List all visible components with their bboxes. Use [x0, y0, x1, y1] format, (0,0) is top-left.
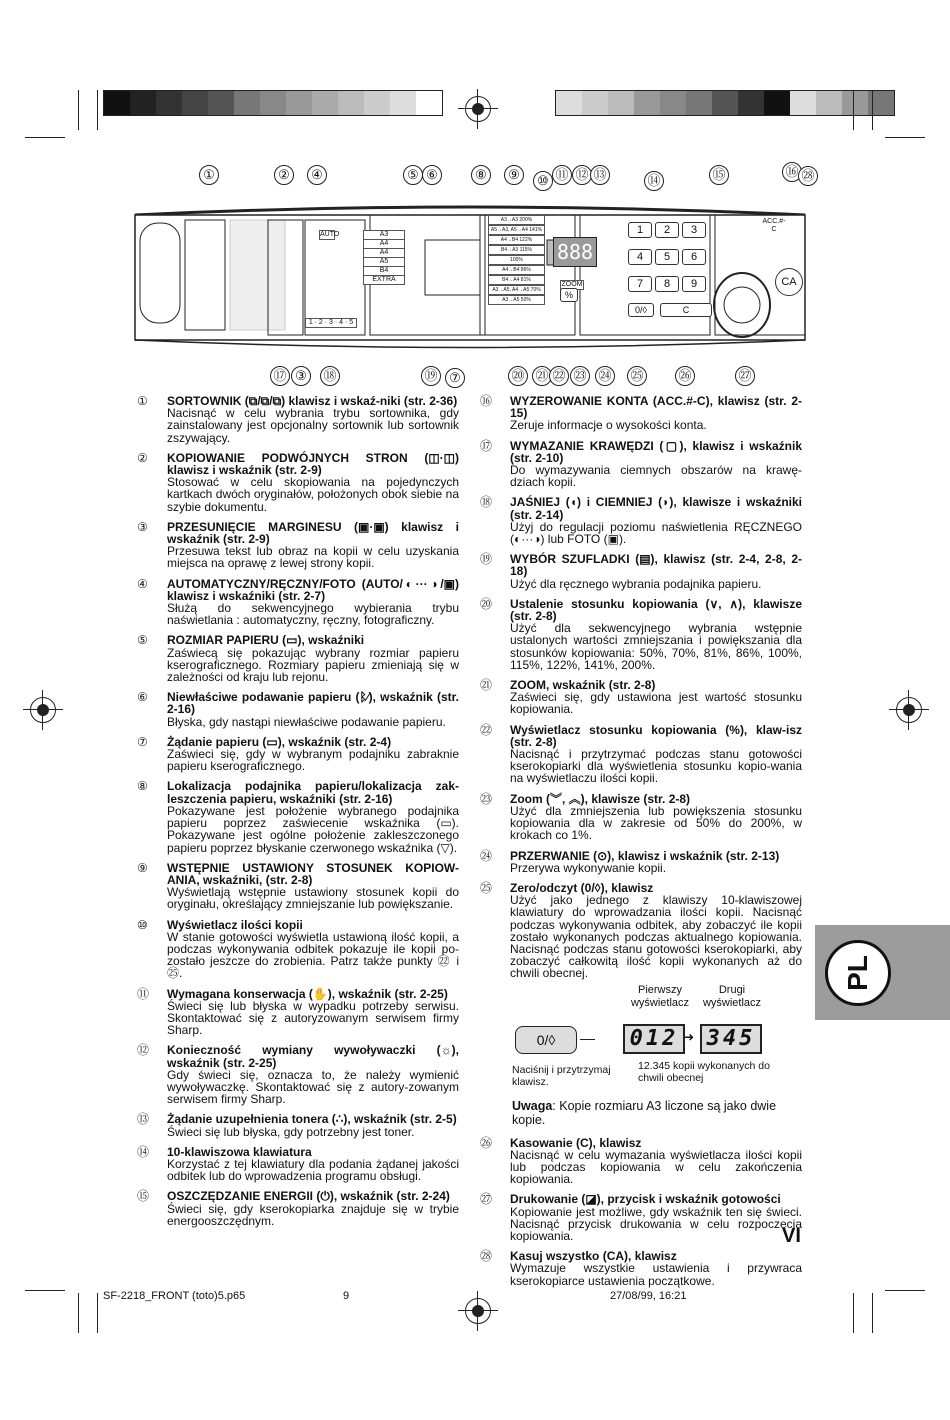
- item-number: ⑧: [137, 779, 148, 794]
- color-patch: [764, 91, 790, 115]
- item-description: Kopiowanie jest możliwe, gdy wskaźnik ten się świeci. Nacisnąć przycisk drukowania w celu rozpoczęcia kopiowania.: [510, 1204, 802, 1243]
- color-patch: [364, 91, 390, 115]
- item-description: Świeci się, gdy kserokopiarka znajduje się w trybie energooszczędnym.: [167, 1201, 459, 1228]
- clear-key[interactable]: C: [660, 303, 712, 317]
- item-title: PRZESUNIĘCIE MARGINESU (▣·▣) klawisz i wskaźnik (str. 2-9): [167, 519, 459, 547]
- legend-item: [480, 395, 802, 432]
- first-display-label: Pierwszy wyświetlacz: [630, 983, 690, 1009]
- legend-item: [137, 919, 459, 980]
- arrow-line: [580, 1039, 595, 1040]
- legend-item: [137, 578, 459, 627]
- item-title: Ustalenie stosunku kopiowania (∨, ∧), klawisze (str. 2-8): [510, 596, 802, 624]
- auto-label: AUTO: [320, 231, 340, 238]
- item-number: ⑲: [480, 552, 493, 567]
- color-patch: [686, 91, 712, 115]
- item-description: Użyć dla sekwencyjnego wybrania wstępnie ustalonych wartości zmniejszania i powiększania dla stosunków kopiowania: 50%, 70%, 81%, 86%, 100%, 115%, 122%, 141%, 200%.: [510, 621, 802, 672]
- crop-mark: [97, 90, 98, 130]
- callout-number: ㉗: [735, 366, 755, 386]
- item-description: Nacisnąć w celu wymazania wyświetlacza ilości kopii lub podczas kopiowania w celu zakończenia kopiowania.: [510, 1147, 802, 1187]
- crop-mark: [853, 1293, 854, 1333]
- callout-number: ㉑: [532, 366, 552, 386]
- copy-count-display: 888: [553, 237, 597, 267]
- paper-size-label: A5: [363, 257, 405, 267]
- color-patch: [390, 91, 416, 115]
- item-description: Stosować w celu skopiowania na pojedynczych kartkach dwóch oryginałów, położonych obok siebie na szybie dokumentu.: [167, 475, 459, 514]
- item-title: WYBÓR SZUFLADKI (▤), klawisz (str. 2-4, 2-8, 2-18): [510, 552, 802, 579]
- crop-mark: [872, 1293, 873, 1333]
- item-description: Świeci się lub błyska w wypadku potrzeby serwisu. Skontaktować się z autoryzowanym serwisem firmy Sharp.: [167, 998, 459, 1038]
- crop-mark: [872, 90, 873, 130]
- item-description: Służą do sekwencyjnego wybierania trybu naświetlania : automatyczny, ręczny, fotograficzny.: [167, 601, 459, 628]
- item-title: OSZCZĘDZANIE ENERGII (⏻), wskaźnik (str. 2-24): [167, 1189, 450, 1204]
- item-title: Wyświetlacz ilości kopii: [167, 917, 303, 932]
- item-number: ⑪: [137, 986, 150, 1001]
- keypad-key-2[interactable]: 2: [655, 222, 679, 238]
- keypad-key-4[interactable]: 4: [628, 249, 652, 265]
- item-number: ⑨: [137, 860, 148, 875]
- legend-item: [480, 850, 802, 874]
- color-patch: [156, 91, 182, 115]
- item-title: Żądanie papieru (▭), wskaźnik (str. 2-4): [167, 734, 392, 749]
- callout-number: ⑮: [709, 165, 729, 185]
- counter-figure: [480, 984, 802, 1099]
- callout-number: ③: [291, 366, 311, 386]
- item-title: KOPIOWANIE PODWÓJNYCH STRON (◫·◫) klawisz i wskaźnik (str. 2-9): [167, 450, 459, 478]
- callout-number: ⑩: [533, 171, 553, 191]
- item-number: ②: [137, 450, 148, 465]
- callout-number: ②: [274, 165, 294, 185]
- legend-item: [137, 780, 459, 853]
- callout-number: ㉕: [627, 366, 647, 386]
- legend-item: [480, 1137, 802, 1186]
- legend-item: [480, 496, 802, 545]
- legend-item: [137, 395, 459, 444]
- callout-number: ①: [199, 165, 219, 185]
- crop-mark: [853, 90, 854, 130]
- item-description: Użyj do regulacji poziomu naświetlenia RĘCZNEGO (◐···◑) lub FOTO (▣).: [510, 519, 802, 547]
- legend-item: [480, 793, 802, 842]
- color-patch: [260, 91, 286, 115]
- item-description: Nacisnąć i przytrzymać podczas stanu gotowości kserokopiarki dla wyświetlenia stosunku kopio-wania na wyświetlaczu ilości kopii.: [510, 747, 802, 786]
- callout-number: ㉖: [675, 366, 695, 386]
- color-patch: [816, 91, 842, 115]
- keypad-key-1[interactable]: 1: [628, 222, 652, 238]
- legend-item: [137, 1146, 459, 1183]
- keypad-key-5[interactable]: 5: [655, 249, 679, 265]
- item-number: ⑫: [137, 1043, 150, 1058]
- item-description: Nacisnąć w celu wybrania trybu sortownika, gdy zainstalowany jest opcjonalny sortownik lub sortownik zszywający.: [167, 406, 459, 445]
- callout-number: ㉘: [798, 166, 818, 186]
- crop-mark: [25, 1290, 65, 1291]
- item-description: Przerywa wykonywanie kopii.: [510, 860, 667, 875]
- note: [512, 1099, 802, 1127]
- item-title: PRZERWANIE (⊙), klawisz i wskaźnik (str. 2-13): [510, 848, 780, 863]
- note-text: : Kopie rozmiaru A3 liczone są jako dwie kopie.: [512, 1098, 777, 1127]
- legend-item: [137, 1113, 459, 1137]
- callout-number: ⑫: [572, 165, 592, 185]
- item-title: SORTOWNIK (⧉/⧉/⧉) klawisz i wskaź-niki (str. 2-36): [167, 394, 458, 408]
- ratio-label: A3→A3 200%: [488, 215, 545, 225]
- panel-outline: [130, 205, 810, 355]
- item-description: Zaświeci się, gdy w wybranym podajniku zabraknie papieru kserograficznego.: [167, 747, 459, 774]
- right-column: [480, 395, 802, 1295]
- first-display: 012: [623, 1024, 685, 1054]
- item-title: Konieczność wymiany wywoływaczki (☼), wskaźnik (str. 2-25): [167, 1043, 459, 1070]
- item-title: 10-klawiszowa klawiatura: [167, 1144, 312, 1159]
- item-number: ⑳: [480, 596, 493, 611]
- crop-mark: [885, 1290, 925, 1291]
- zoom-label: ZOOM: [561, 281, 583, 288]
- language-tab: [815, 925, 950, 1020]
- item-description: Błyska, gdy nastąpi niewłaściwe podawanie papieru.: [167, 714, 446, 729]
- crop-mark: [25, 137, 65, 138]
- color-bar-right: [555, 90, 895, 116]
- item-number: ⑩: [137, 917, 148, 932]
- item-title: JAŚNIEJ (◖) i CIEMNIEJ (◗), klawisze i wskaźniki (str. 2-14): [510, 495, 802, 522]
- item-number: ③: [137, 519, 148, 534]
- callout-number: ⑳: [508, 366, 528, 386]
- keypad-key-7[interactable]: 7: [628, 276, 652, 292]
- legend-item: [480, 553, 802, 590]
- item-description: Użyć jako jednego z klawiszy 10-klawiszowej klawiatury do wprowadzania ilości kopii. Nacisnąć podczas wykonywania odbitek, aby zobaczyć ile kopii zostało wykonanych podczas aktualnego kopiowania. Nacisnąć podczas stanu gotowości kserokopiarki, aby zobaczyć całkowitą ilość kopii wykonanych aż do chwili obecnej.: [510, 893, 802, 981]
- item-title: Drukowanie (◪), przycisk i wskaźnik gotowości: [510, 1192, 781, 1207]
- color-patch: [608, 91, 634, 115]
- item-description: Gdy świeci się, oznacza to, że należy wymienić wywoływaczkę. Skontaktować się z autory-zowanym serwisem firmy Sharp.: [167, 1067, 459, 1107]
- item-title: ZOOM, wskaźnik (str. 2-8): [510, 678, 656, 693]
- item-title: Kasowanie (C), klawisz: [510, 1135, 642, 1150]
- callout-number: ⑱: [320, 366, 340, 386]
- legend-item: [137, 862, 459, 911]
- item-description: Korzystać z tej klawiatury dla podania żądanej jakości odbitek lub do wprowadzenia programu obsługi.: [167, 1156, 459, 1184]
- ratio-label: A3→A5, A4→A5 70%: [488, 285, 545, 295]
- item-number: ㉑: [480, 678, 493, 693]
- color-patch: [842, 91, 868, 115]
- ratio-display-key[interactable]: %: [560, 288, 578, 302]
- color-patch: [556, 91, 582, 115]
- item-title: Żądanie uzupełnienia tonera (∴), wskaźnik (str. 2-5): [167, 1112, 457, 1127]
- item-description: Do wymazywania ciemnych obszarów na krawę-dziach kopii.: [510, 463, 802, 490]
- callout-number: ⑦: [445, 368, 465, 388]
- legend-item: [480, 598, 802, 671]
- item-number: ㉓: [480, 791, 493, 806]
- keypad-key-3[interactable]: 3: [682, 222, 706, 238]
- crop-mark: [78, 1293, 79, 1333]
- item-number: ⑯: [480, 394, 493, 408]
- press-note: Naciśnij i przytrzymaj klawisz.: [512, 1063, 611, 1088]
- crop-mark: [97, 1293, 98, 1333]
- item-number: ⑬: [137, 1112, 150, 1127]
- keypad-key-6[interactable]: 6: [682, 249, 706, 265]
- paper-size-label: B4: [363, 266, 405, 276]
- color-patch: [712, 91, 738, 115]
- legend-item: [137, 634, 459, 683]
- item-description: Przesuwa tekst lub obraz na kopii w celu uzyskania miejsca na oprawę z lewej strony kopii.: [167, 544, 459, 571]
- exposure-scale: 1 · 2 · 3 · 4 · 5: [305, 318, 357, 328]
- legend-item: [480, 1193, 802, 1242]
- item-description: Wyświetlają wstępnie ustawiony stosunek kopii do oryginału, określający zmniejszanie lub powiększanie.: [167, 885, 459, 912]
- ratio-label: A4→B4 86%: [488, 265, 545, 275]
- color-patch: [338, 91, 364, 115]
- crop-mark: [885, 137, 925, 138]
- callout-number: ㉓: [570, 366, 590, 386]
- keypad-key-8[interactable]: 8: [655, 276, 679, 292]
- registration-mark: [465, 1298, 491, 1324]
- item-title: Zero/odczyt (0/◊), klawisz: [510, 880, 654, 895]
- item-title: Wymagana konserwacja (✋), wskaźnik (str. 2-25): [167, 986, 448, 1001]
- item-number: ⑮: [137, 1189, 150, 1204]
- paper-size-label: A3: [363, 230, 405, 240]
- color-patch: [286, 91, 312, 115]
- page-roman-number: VI: [782, 1225, 801, 1247]
- color-patch: [582, 91, 608, 115]
- ratio-label: 100%: [488, 255, 545, 265]
- color-patch: [634, 91, 660, 115]
- item-description: W stanie gotowości wyświetla ustawioną ilość kopii, a podczas wykonywania odbitek pokazuje ile kopii po-zostało jeszcze do zrobienia. Patrz także punkty ㉒ i ㉕.: [167, 929, 459, 981]
- item-title: AUTOMATYCZNY/RĘCZNY/FOTO (AUTO/◐···◑/▣) klawisz i wskaźniki (str. 2-7): [167, 576, 459, 603]
- item-description: Wymazuje wszystkie ustawienia i przywraca kserokopiarce ustawienia początkowe.: [510, 1261, 802, 1288]
- item-number: ㉔: [480, 848, 493, 863]
- item-number: ⑦: [137, 734, 148, 749]
- registration-mark: [30, 697, 56, 723]
- item-title: WSTĘPNIE USTAWIONY STOSUNEK KOPIOW-ANIA, wskaźniki, (str. 2-8): [167, 860, 459, 887]
- legend-item: [480, 440, 802, 489]
- item-title: Niewłaściwe podawanie papieru (ᛒ∕), wskaźnik (str. 2-16): [167, 690, 459, 717]
- legend-item: [137, 1190, 459, 1227]
- legend-item: [137, 736, 459, 773]
- item-title: Kasuj wszystko (CA), klawisz: [510, 1249, 677, 1264]
- legend-item: [480, 882, 802, 980]
- item-number: ①: [137, 394, 148, 408]
- color-patch: [660, 91, 686, 115]
- color-patch: [234, 91, 260, 115]
- clear-all-key[interactable]: CA: [775, 268, 803, 296]
- item-number: ⑰: [480, 438, 493, 453]
- item-title: WYZEROWANIE KONTA (ACC.#-C), klawisz (str. 2-15): [510, 394, 802, 421]
- item-number: ㉘: [480, 1249, 493, 1264]
- legend-item: [137, 521, 459, 570]
- footer-date: 27/08/99, 16:21: [610, 1290, 687, 1302]
- item-description: Pokazywane jest położenie wybranego podajnika papieru poprzez zaświecenie wskaźnika (▭). Pokazywane jest ogólne położenie zakleszczonego papieru poprzez błyskanie czerwonego wskaźnika (▽).: [167, 803, 459, 855]
- registration-mark: [896, 697, 922, 723]
- callout-number: ⑤: [403, 165, 423, 185]
- callout-number: ⑧: [471, 165, 491, 185]
- callout-number: ⑪: [552, 165, 572, 185]
- item-number: ㉒: [480, 722, 493, 737]
- ratio-label: A4→B4 122%: [488, 235, 545, 245]
- item-number: ⑤: [137, 633, 148, 648]
- callout-number: ㉔: [595, 366, 615, 386]
- callout-number: ⑭: [644, 171, 664, 191]
- callout-number: ⑬: [590, 165, 610, 185]
- item-title: ROZMIAR PAPIERU (▭), wskaźniki: [167, 633, 365, 648]
- ratio-label: B4→A4 81%: [488, 275, 545, 285]
- paper-size-label: A4: [363, 239, 405, 249]
- item-description: Zaświecą się pokazując wybrany rozmiar papieru kserograficznego. Rozmiary papieru zmieniają się w zależności od kraju lub rejonu.: [167, 645, 459, 685]
- color-patch: [312, 91, 338, 115]
- item-number: ⑱: [480, 495, 493, 510]
- legend-item: [137, 1044, 459, 1105]
- callout-number: ㉒: [549, 366, 569, 386]
- item-title: Wyświetlacz stosunku kopiowania (%), klaw-isz (str. 2-8): [510, 722, 802, 749]
- ratio-label: B4→A3 115%: [488, 245, 545, 255]
- item-number: ④: [137, 576, 148, 591]
- callout-number: ⑯: [782, 162, 802, 182]
- crop-mark: [78, 90, 79, 130]
- item-description: Użyć dla zmniejszenia lub powiększenia stosunku kopiowania dla w zakresie od 50% do 200%, w krokach co 1%.: [510, 803, 802, 843]
- acc-label: ACC.#-C: [762, 218, 786, 233]
- legend-item: [480, 1250, 802, 1287]
- footer-page: 9: [343, 1290, 350, 1302]
- color-patch: [790, 91, 816, 115]
- registration-mark: [465, 96, 491, 122]
- paper-size-label: A4: [363, 248, 405, 258]
- color-patch: [130, 91, 156, 115]
- footer-file: SF-2218_FRONT (toto)5.p65: [103, 1290, 246, 1302]
- item-title: Zoom (︾, ︽), klawisze (str. 2-8): [510, 791, 691, 806]
- zero-read-key[interactable]: 0/◊: [515, 1026, 577, 1054]
- callout-number: ⑲: [421, 366, 441, 386]
- item-description: Użyć dla ręcznego wybrania podajnika papieru.: [510, 576, 762, 591]
- second-display-label: Drugi wyświetlacz: [702, 983, 762, 1009]
- zero-key[interactable]: 0/◊: [628, 303, 654, 317]
- color-patch: [208, 91, 234, 115]
- legend-item: [480, 724, 802, 785]
- callout-number: ⑥: [422, 165, 442, 185]
- color-patch: [182, 91, 208, 115]
- count-note: 12.345 kopii wykonanych do chwili obecnej: [638, 1059, 770, 1084]
- item-number: ㉖: [480, 1135, 493, 1150]
- item-number: ⑥: [137, 690, 148, 705]
- color-patch: [104, 91, 130, 115]
- second-display: 345: [700, 1024, 762, 1054]
- paper-size-label: EXTRA: [363, 275, 405, 285]
- legend-item: [480, 679, 802, 716]
- ratio-label: A5→A3, A5→A4 141%: [488, 225, 545, 235]
- callout-number: ⑨: [504, 165, 524, 185]
- item-description: Zeruje informacje o wysokości konta.: [510, 418, 707, 433]
- legend-item: [137, 988, 459, 1037]
- ratio-label: A3→A5 50%: [488, 295, 545, 305]
- note-label: Uwaga: [512, 1098, 553, 1113]
- language-code: PL: [825, 940, 891, 1006]
- color-patch: [416, 91, 442, 115]
- keypad-key-9[interactable]: 9: [682, 276, 706, 292]
- callout-number: ⑰: [270, 366, 290, 386]
- callout-number: ④: [307, 165, 327, 185]
- item-description: Zaświeci się, gdy ustawiona jest wartość stosunku kopiowania.: [510, 690, 802, 717]
- left-column: [137, 395, 459, 1235]
- item-number: ㉗: [480, 1192, 493, 1207]
- item-description: Świeci się lub błyska, gdy potrzebny jest toner.: [167, 1124, 415, 1139]
- item-number: ㉕: [480, 880, 493, 895]
- color-bar-left: [103, 90, 443, 116]
- legend-item: [137, 691, 459, 728]
- color-patch: [738, 91, 764, 115]
- arrow-icon: ➜: [684, 1029, 695, 1044]
- item-title: WYMAZANIE KRAWĘDZI (▢), klawisz i wskaźnik (str. 2-10): [510, 438, 802, 465]
- item-number: ⑭: [137, 1144, 150, 1159]
- legend-item: [137, 452, 459, 513]
- item-title: Lokalizacja podajnika papieru/lokalizacja zak-leszczenia papieru, wskaźniki (str. 2-16): [167, 779, 459, 806]
